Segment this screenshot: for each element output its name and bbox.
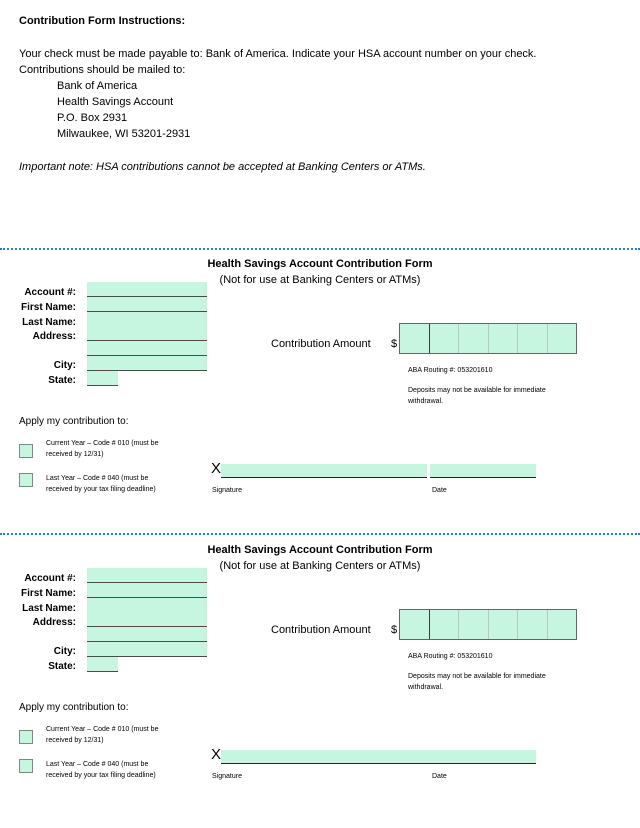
- important-note: Important note: HSA contributions cannot be accepted at Banking Centers or ATMs.: [19, 161, 426, 173]
- address-field-line-2[interactable]: [87, 341, 207, 356]
- routing-number: ABA Routing #: 053201610: [408, 653, 493, 660]
- form-title: Health Savings Account Contribution Form: [207, 258, 433, 270]
- state-label: State:: [48, 661, 76, 672]
- city-field[interactable]: [87, 642, 207, 657]
- date-label: Date: [432, 773, 447, 780]
- signature-label: Signature: [212, 773, 242, 780]
- apply-label: Apply my contribution to:: [19, 702, 129, 713]
- signature-field[interactable]: [221, 464, 427, 478]
- first-name-field[interactable]: [87, 583, 207, 598]
- contribution-form: [0, 258, 640, 528]
- last-year-checkbox[interactable]: [19, 759, 33, 773]
- cut-line: [0, 533, 640, 535]
- address-field-line-2[interactable]: [87, 627, 207, 642]
- first-name-label: First Name:: [20, 302, 76, 313]
- current-year-label: Current Year – Code # 010 (must be received by 12/31): [46, 726, 159, 744]
- last-year-checkbox[interactable]: [19, 473, 33, 487]
- date-field[interactable]: [430, 464, 536, 478]
- instructions-title: Contribution Form Instructions:: [19, 15, 186, 27]
- current-year-label: Current Year – Code # 010 (must be received by 12/31): [46, 440, 159, 458]
- first-name-label: First Name:: [20, 588, 76, 599]
- city-field[interactable]: [87, 356, 207, 371]
- form-title: Health Savings Account Contribution Form: [207, 544, 433, 556]
- routing-number: ABA Routing #: 053201610: [408, 367, 493, 374]
- form-subtitle: (Not for use at Banking Centers or ATMs): [219, 274, 421, 286]
- account-field[interactable]: [87, 568, 207, 583]
- account-label: Account #:: [24, 287, 76, 298]
- address-line: Bank of America: [57, 80, 138, 92]
- signature-x-mark: X: [211, 460, 222, 477]
- contribution-form: [0, 544, 640, 814]
- last-name-field[interactable]: [87, 598, 207, 613]
- city-label: City:: [53, 360, 76, 371]
- last-name-label: Last Name:: [22, 603, 76, 614]
- first-name-field[interactable]: [87, 297, 207, 312]
- address-field[interactable]: [87, 612, 207, 627]
- contribution-amount-label: Contribution Amount: [271, 338, 371, 350]
- last-year-label: Last Year – Code # 040 (must be received by your tax filing deadline): [46, 761, 156, 779]
- date-label: Date: [432, 487, 447, 494]
- signature-field[interactable]: [221, 750, 536, 764]
- contribution-amount-field[interactable]: [399, 323, 577, 354]
- address-line: Health Savings Account: [57, 96, 174, 108]
- last-year-label: Last Year – Code # 040 (must be received by your tax filing deadline): [46, 475, 156, 493]
- deposit-note: Deposits may not be available for immediate withdrawal.: [408, 387, 546, 405]
- state-field[interactable]: [87, 657, 118, 672]
- account-label: Account #:: [24, 573, 76, 584]
- current-year-checkbox[interactable]: [19, 730, 33, 744]
- address-field[interactable]: [87, 326, 207, 341]
- account-field[interactable]: [87, 282, 207, 297]
- deposit-note: Deposits may not be available for immediate withdrawal.: [408, 673, 546, 691]
- signature-x-mark: X: [211, 746, 222, 763]
- contribution-amount-field[interactable]: [399, 609, 577, 640]
- dollar-sign: $: [391, 624, 398, 636]
- address-label: Address:: [32, 331, 76, 342]
- address-line: Milwaukee, WI 53201-2931: [57, 128, 191, 140]
- mail-instruction: Contributions should be mailed to:: [19, 64, 186, 76]
- dollar-sign: $: [391, 338, 398, 350]
- city-label: City:: [53, 646, 76, 657]
- state-label: State:: [48, 375, 76, 386]
- address-label: Address:: [32, 617, 76, 628]
- form-subtitle: (Not for use at Banking Centers or ATMs): [219, 560, 421, 572]
- address-line: P.O. Box 2931: [57, 112, 128, 124]
- current-year-checkbox[interactable]: [19, 444, 33, 458]
- cut-line: [0, 248, 640, 250]
- last-name-field[interactable]: [87, 312, 207, 327]
- last-name-label: Last Name:: [22, 317, 76, 328]
- payable-instruction: Your check must be made payable to: Bank of America. Indicate your HSA account number on your check.: [19, 48, 537, 60]
- signature-label: Signature: [212, 487, 242, 494]
- apply-label: Apply my contribution to:: [19, 416, 129, 427]
- state-field[interactable]: [87, 371, 118, 386]
- contribution-amount-label: Contribution Amount: [271, 624, 371, 636]
